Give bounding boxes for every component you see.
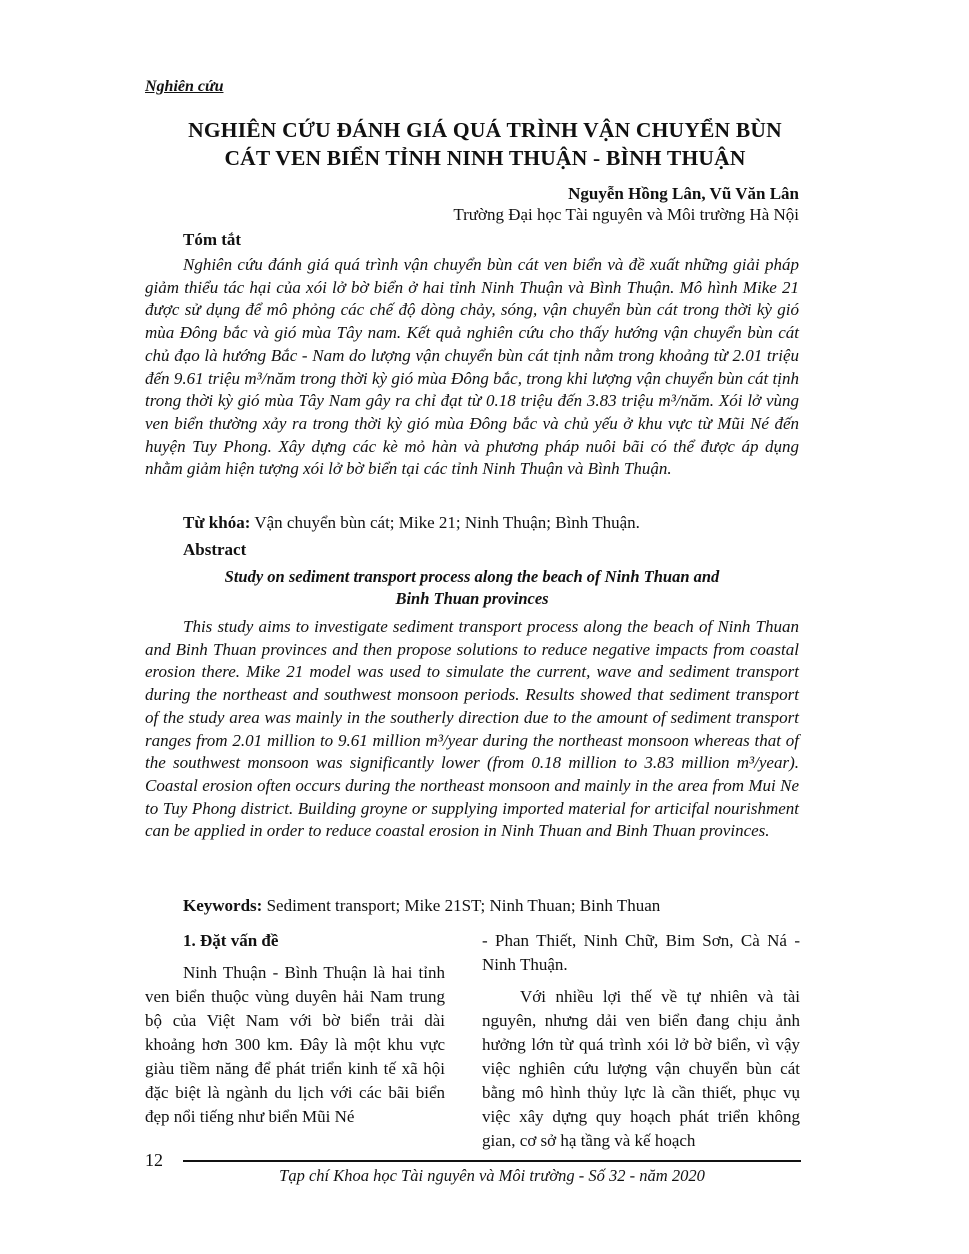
vi-keywords-value: Vận chuyển bùn cát; Mike 21; Ninh Thuận; Bình Thuận. (254, 513, 640, 532)
section-1-heading: 1. Đặt vấn đề (183, 931, 279, 950)
vi-keywords (183, 513, 640, 533)
footer-rule (183, 1160, 801, 1162)
en-abstract-text: This study aims to investigate sediment transport process along the beach of Ninh Thuan and Binh Thuan provinces and then propose solutions to reduce negative impacts from coastal erosion there. Mike 21 model was used to simulate the current, wave and sediment transport during the northeast and southwest monsoon periods. Results showed that sediment transport of the study area was mainly in the southerly direction due to the amount of sediment transport ranges from 2.01 million to 9.61 million m³/year during the northeast monsoon whereas that of the southwest monsoon was significantly lower (from 0.18 million to 3.83 million m³/year). Coastal erosion often occurs during the northeast monsoon and mainly in the area from Mui Ne to Tuy Phong district. Building groyne or supplying imported material for articifal nourishment can be applied in order to reduce coastal erosion in Ninh Thuan and Binh Thuan provinces. (145, 617, 799, 841)
section-1-right-text-1: - Phan Thiết, Ninh Chữ, Bim Sơn, Cà Ná - Ninh Thuận. (482, 931, 800, 974)
en-title-line-1: Study on sediment transport process along the beach of Ninh Thuan and (224, 567, 720, 586)
vi-abstract-text: Nghiên cứu đánh giá quá trình vận chuyển bùn cát ven biển và đề xuất những giải pháp giảm thiểu tác hại của xói lở bờ biển ở hai tỉnh Ninh Thuận và Bình Thuận. Mô hình Mike 21 được sử dụng để mô phỏng các chế độ dòng chảy, sóng, vận chuyển bùn cát trong thời kỳ gió mùa Đông bắc và gió mùa Tây nam. Kết quả nghiên cứu cho thấy hướng vận chuyển bùn cát chủ đạo là hướng Bắc - Nam do lượng vận chuyển bùn cát tịnh nằm trong khoảng từ 2.01 triệu đến 9.61 triệu m³/năm trong thời kỳ gió mùa Đông bắc, trong khi lượng vận chuyển bùn cát tịnh trong thời kỳ gió mùa Tây Nam gây ra chỉ đạt từ 0.18 triệu đến 3.83 triệu m³/năm. Xói lở vùng ven biển thường xảy ra trong thời kỳ gió mùa Đông bắc và chủ yếu ở khu vực từ Mũi Né đến huyện Tuy Phong. Xây dựng các kè mỏ hàn và phương pháp nuôi bãi có thể được áp dụng nhằm giảm hiện tượng xói lở bờ biển tại các tỉnh Ninh Thuận và Bình Thuận. (145, 255, 799, 479)
en-abstract-heading: Abstract (183, 540, 247, 559)
right-column (482, 929, 800, 1153)
section-1-left-text: Ninh Thuận - Bình Thuận là hai tỉnh ven biển thuộc vùng duyên hải Nam trung bộ của Việt Nam với bờ biển trải dài khoảng hơn 300 km. Đây là một khu vực giàu tiềm năng để phát triển kinh tế xã hội đặc biệt là ngành du lịch với các bãi biển đẹp nổi tiếng như biển Mũi Né (145, 963, 445, 1126)
section-1-right-text-2: Với nhiều lợi thế về tự nhiên và tài nguyên, nhưng dải ven biển đang chịu ảnh hưởng lớn từ quá trình xói lở bờ biển, vì vậy việc nghiên cứu lượng vận chuyển bùn cát bằng mô hình thủy lực là cần thiết, phục vụ việc xây dựng quy hoạch phát triển không gian, cơ sở hạ tầng và kế hoạch (482, 987, 800, 1150)
en-title-line-2: Binh Thuan provinces (395, 589, 549, 608)
vi-keywords-label: Từ khóa: (183, 513, 251, 532)
authors: Nguyễn Hồng Lân, Vũ Văn Lân (568, 184, 799, 203)
article-title-line-2: CÁT VEN BIỂN TỈNH NINH THUẬN - BÌNH THUẬN (224, 146, 746, 170)
left-column (145, 929, 445, 1129)
en-keywords (183, 896, 660, 916)
vi-abstract-heading: Tóm tắt (183, 230, 242, 249)
article-title-line-1: NGHIÊN CỨU ĐÁNH GIÁ QUÁ TRÌNH VẬN CHUYỂN BÙN (188, 118, 782, 142)
section-tag: Nghiên cứu (145, 78, 224, 95)
en-title (145, 566, 799, 610)
en-keywords-label: Keywords: (183, 896, 263, 915)
affiliation: Trường Đại học Tài nguyên và Môi trường Hà Nội (453, 205, 799, 224)
page-number: 12 (145, 1150, 163, 1170)
article-title (120, 116, 850, 172)
journal-footer: Tạp chí Khoa học Tài nguyên và Môi trường - Số 32 - năm 2020 (279, 1166, 705, 1185)
en-keywords-value: Sediment transport; Mike 21ST; Ninh Thuan; Binh Thuan (266, 896, 661, 915)
